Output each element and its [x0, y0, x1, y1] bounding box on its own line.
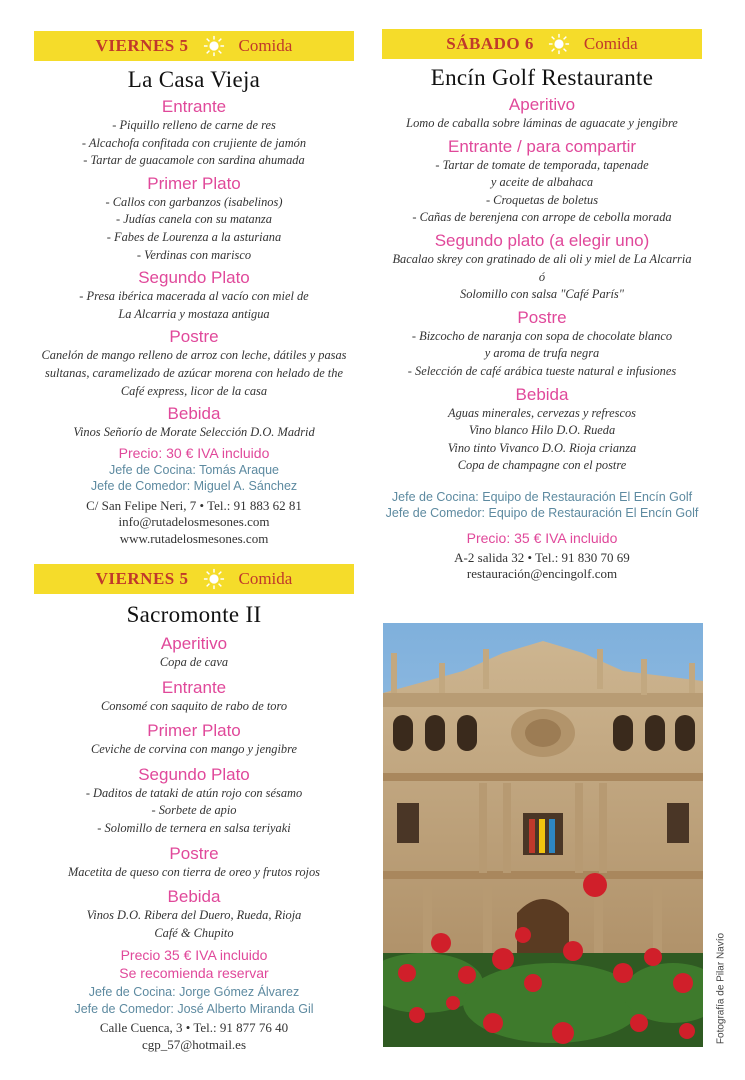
menu-item: - Callos con garbanzos (isabelinos): [105, 194, 283, 209]
menu-item: - Judías canela con su matanza: [116, 212, 272, 227]
reservation-note: Se recomienda reservar: [119, 965, 269, 982]
menu-item: - Cañas de berenjena con arrope de cebolla morada: [412, 210, 672, 225]
menu-item: Vino blanco Hilo D.O. Rueda: [468, 423, 616, 438]
day-header-bar: [34, 564, 354, 594]
menu-item: Café express, licor de la casa: [120, 383, 268, 398]
sun-icon: [548, 33, 570, 55]
chef-line: Jefe de Cocina: Tomás Araque: [108, 462, 279, 477]
section-title: Postre: [169, 327, 219, 347]
price: Precio 35 € IVA incluido: [120, 947, 268, 964]
menu-card-encin-golf: [382, 29, 702, 583]
menu-item: - Tartar de guacamole con sardina ahumada: [83, 153, 305, 168]
address-line: A-2 salida 32 • Tel.: 91 830 70 69: [454, 549, 630, 565]
section-title: Bebida: [515, 384, 569, 404]
section-title: Primer Plato: [147, 721, 241, 741]
menu-item: y aroma de trufa negra: [484, 346, 600, 361]
section-title: Entrante: [161, 97, 227, 116]
menu-item: - Alcachofa confitada con crujiente de jamón: [81, 135, 307, 150]
photo-credit: [706, 928, 736, 1048]
address-line: C/ San Felipe Neri, 7 • Tel.: 91 883 62 81: [86, 497, 302, 513]
menu-item: - Croquetas de boletus: [485, 192, 599, 207]
section-title: Segundo Plato: [138, 268, 250, 288]
price: Precio: 30 € IVA incluido: [118, 444, 270, 461]
section-title: Aperitivo: [160, 634, 228, 653]
day-header-bar: [34, 31, 354, 61]
day-header-bar: [382, 29, 702, 59]
menu-item: Aguas minerales, cervezas y refrescos: [448, 405, 636, 420]
menu-item: - Selección de café arábica tueste natural e infusiones: [407, 363, 677, 378]
menu-item: Vinos D.O. Ribera del Duero, Rueda, Rioja: [86, 908, 302, 923]
menu-item: - Verdinas con marisco: [136, 247, 252, 262]
chef-line: Jefe de Cocina: Jorge Gómez Álvarez: [88, 985, 300, 1000]
menu-item: Canelón de mango relleno de arroz con leche, dátiles y pasas: [41, 348, 347, 363]
restaurant-name: Encín Golf Restaurante: [430, 65, 654, 90]
menu-sections: [34, 97, 354, 442]
website-link[interactable]: www.rutadelosmesones.com: [119, 530, 269, 546]
section-title: Primer Plato: [147, 173, 241, 193]
menu-item: - Bizcocho de naranja con sopa de chocolate blanco: [411, 328, 673, 343]
sun-icon: [203, 35, 225, 57]
restaurant-name: Sacromonte II: [126, 602, 262, 627]
menu-item: - Sorbete de apio: [151, 803, 237, 818]
section-title: Bebida: [167, 887, 221, 907]
menu-item: Consomé con saquito de rabo de toro: [100, 698, 288, 713]
facade-photo: [383, 623, 703, 1047]
menu-item: - Presa ibérica macerada al vacío con miel de: [79, 289, 309, 304]
email-link[interactable]: info@rutadelosmesones.com: [118, 514, 270, 530]
address-line: Calle Cuenca, 3 • Tel.: 91 877 76 40: [99, 1020, 289, 1036]
menu-sections: [34, 634, 354, 942]
menu-sections: [382, 95, 702, 475]
meal-label: Comida: [583, 34, 638, 53]
menu-item: Vino tinto Vivanco D.O. Rioja crianza: [447, 440, 637, 455]
menu-item: - Fabes de Lourenza a la asturiana: [106, 229, 282, 244]
price: Precio: 35 € IVA incluido: [466, 529, 618, 546]
menu-item: Bacalao skrey con gratinado de ali oli y miel de La Alcarria: [392, 251, 692, 266]
section-title: Segundo plato (a elegir uno): [434, 230, 650, 250]
menu-card-la-casa-vieja: [34, 31, 354, 547]
menu-item: Café & Chupito: [154, 925, 234, 940]
menu-item: sultanas, caramelizado de azúcar morena con helado de the: [45, 365, 343, 380]
menu-item: Lomo de caballa sobre láminas de aguacate y jengibre: [406, 116, 678, 130]
menu-item: Solomillo con salsa "Café París": [460, 287, 624, 302]
facade-illustration: [383, 623, 703, 1047]
day-label: SÁBADO 6: [446, 34, 534, 53]
menu-item: Copa de cava: [159, 655, 229, 669]
section-title: Entrante: [161, 677, 227, 697]
day-label: VIERNES 5: [95, 569, 189, 588]
menu-item: - Piquillo relleno de carne de res: [112, 118, 276, 132]
meal-label: Comida: [238, 36, 293, 55]
menu-item: y aceite de albahaca: [490, 175, 594, 190]
menu-item: ó: [538, 269, 546, 284]
section-title: Entrante / para compartir: [447, 136, 637, 156]
restaurant-name: La Casa Vieja: [127, 67, 261, 92]
section-title: Aperitivo: [508, 95, 576, 114]
maitre-line: Jefe de Comedor: Miguel A. Sánchez: [90, 479, 298, 494]
menu-item: Macetita de queso con tierra de oreo y frutos rojos: [67, 864, 321, 879]
chef-line: Jefe de Cocina: Equipo de Restauración El Encín Golf: [391, 489, 693, 504]
menu-item: - Solomillo de ternera en salsa teriyaki: [97, 820, 291, 835]
email-link[interactable]: cgp_57@hotmail.es: [141, 1036, 247, 1052]
menu-item: Copa de champagne con el postre: [457, 458, 627, 473]
menu-card-sacromonte-ii: [34, 564, 354, 1053]
photo-credit-text: Fotografía de Pilar Navío: [715, 932, 727, 1045]
sun-icon: [203, 568, 225, 590]
maitre-line: Jefe de Comedor: Equipo de Restauración El Encín Golf: [385, 506, 699, 521]
maitre-line: Jefe de Comedor: José Alberto Miranda Gil: [74, 1001, 314, 1016]
menu-item: Ceviche de corvina con mango y jengibre: [91, 742, 297, 757]
day-label: VIERNES 5: [95, 36, 189, 55]
menu-item: - Tartar de tomate de temporada, tapenade: [435, 157, 649, 172]
menu-item: Vinos Señorío de Morate Selección D.O. Madrid: [73, 425, 315, 440]
section-title: Segundo Plato: [138, 764, 250, 784]
section-title: Postre: [517, 307, 567, 327]
menu-item: - Daditos de tataki de atún rojo con sésamo: [85, 785, 303, 800]
meal-label: Comida: [238, 569, 293, 588]
menu-item: La Alcarria y mostaza antigua: [118, 306, 270, 321]
section-title: Postre: [169, 843, 219, 863]
email-link[interactable]: restauración@encingolf.com: [466, 566, 618, 582]
section-title: Bebida: [167, 404, 221, 424]
